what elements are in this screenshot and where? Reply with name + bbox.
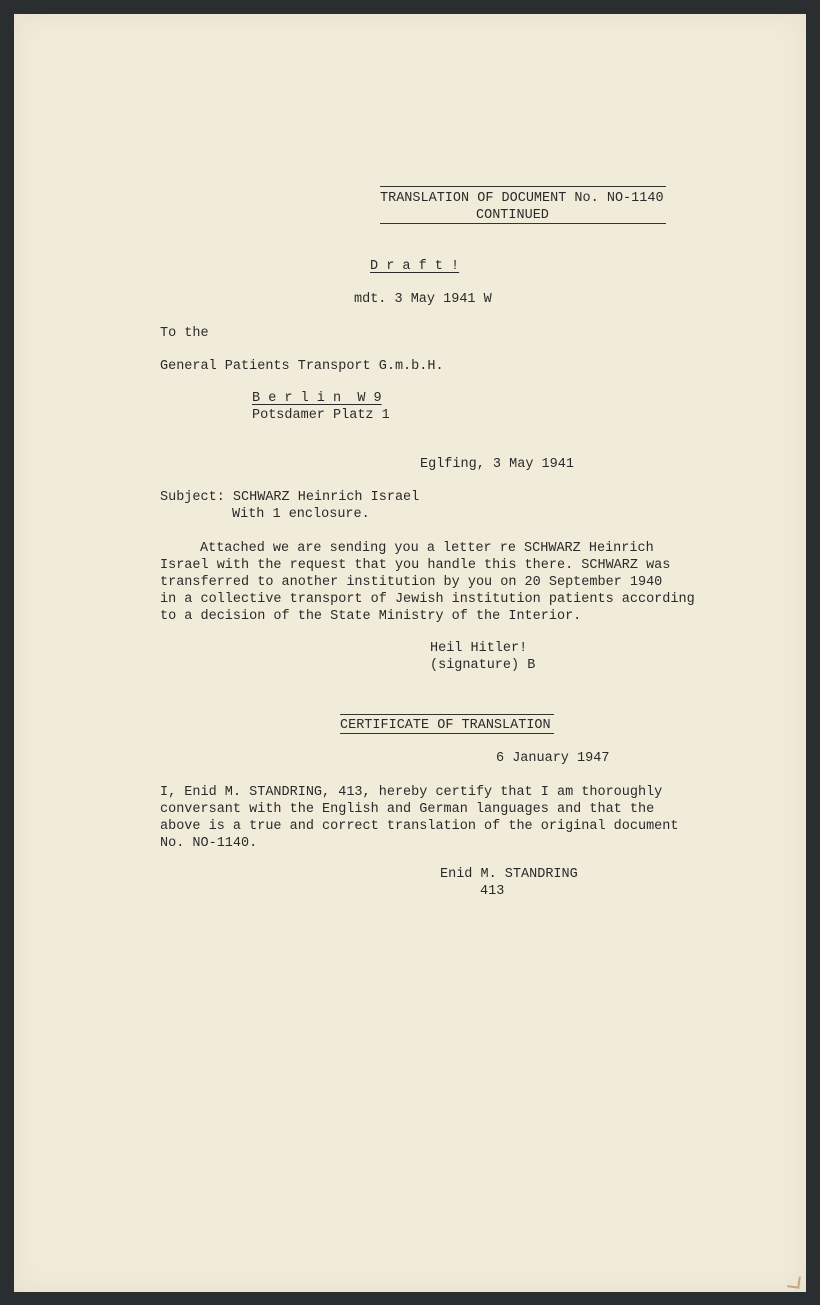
paper-corner-mark bbox=[787, 1275, 801, 1289]
body-line: in a collective transport of Jewish institution patients according bbox=[160, 592, 695, 607]
subject-line: Subject: SCHWARZ Heinrich Israel bbox=[160, 490, 420, 505]
certificate-text-line: above is a true and correct translation of the original document bbox=[160, 819, 679, 834]
body-line: Israel with the request that you handle this there. SCHWARZ was bbox=[160, 558, 671, 573]
certificate-date: 6 January 1947 bbox=[496, 751, 610, 766]
draft-label: D r a f t ! bbox=[370, 259, 460, 274]
body-line: to a decision of the State Ministry of the Interior. bbox=[160, 609, 582, 624]
subject-enclosure: With 1 enclosure. bbox=[232, 507, 370, 522]
header-top-rule bbox=[380, 186, 666, 187]
place-date: Eglfing, 3 May 1941 bbox=[420, 457, 574, 472]
header-bottom-rule bbox=[380, 223, 666, 224]
to-line: To the bbox=[160, 326, 209, 341]
certificate-bottom-rule bbox=[340, 733, 554, 734]
certificate-text-line: No. NO-1140. bbox=[160, 836, 258, 851]
document-header-continued: CONTINUED bbox=[476, 208, 549, 223]
certificate-signer: Enid M. STANDRING bbox=[440, 867, 578, 882]
signature-line: (signature) B bbox=[430, 658, 536, 673]
body-line: Attached we are sending you a letter re SCHWARZ Heinrich bbox=[200, 541, 654, 556]
certificate-top-rule bbox=[340, 714, 554, 715]
addressee-street: Potsdamer Platz 1 bbox=[252, 408, 390, 423]
document-page bbox=[14, 14, 806, 1292]
certificate-text-line: conversant with the English and German languages and that the bbox=[160, 802, 655, 817]
certificate-signer-number: 413 bbox=[480, 884, 505, 899]
certificate-title: CERTIFICATE OF TRANSLATION bbox=[340, 718, 551, 733]
addressee-city: B e r l i n W 9 bbox=[252, 391, 382, 406]
body-line: transferred to another institution by you on 20 September 1940 bbox=[160, 575, 663, 590]
certificate-text-line: I, Enid M. STANDRING, 413, hereby certify that I am thoroughly bbox=[160, 785, 663, 800]
draft-date: mdt. 3 May 1941 W bbox=[354, 292, 492, 307]
document-header-title: TRANSLATION OF DOCUMENT No. NO-1140 bbox=[380, 191, 664, 206]
closing-salutation: Heil Hitler! bbox=[430, 641, 528, 656]
addressee-name: General Patients Transport G.m.b.H. bbox=[160, 359, 444, 374]
